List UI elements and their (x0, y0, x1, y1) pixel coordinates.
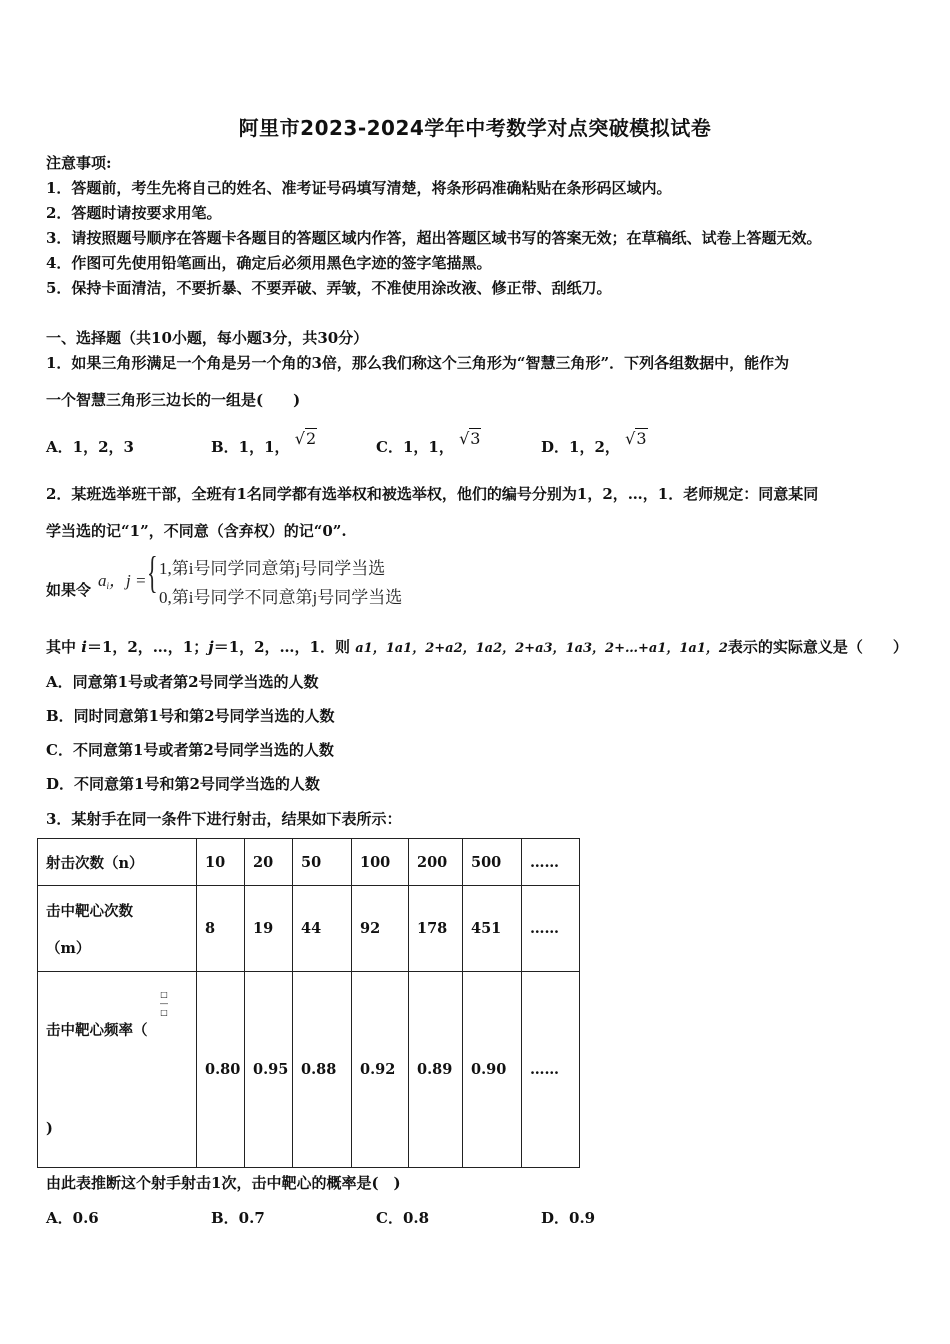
left-brace-icon: { (147, 548, 158, 597)
q2-option-c[interactable]: C．不同意第1号或者第2号同学当选的人数 (46, 741, 334, 759)
fraction-icon: □ ― □ (160, 990, 168, 1017)
table-cell: 50 (293, 839, 352, 886)
table-cell: 0.95 (245, 972, 293, 1168)
q1-option-a[interactable]: A．1，2，3 (46, 438, 134, 456)
table-cell: 0.90 (463, 972, 522, 1168)
page-title: 阿里市2023-2024学年中考数学对点突破模拟试卷 (238, 116, 712, 140)
sqrt-symbol: √3 (625, 429, 647, 448)
notice-item: 5．保持卡面清洁，不要折暴、不要弄破、弄皱，不准使用涂改液、修正带、刮纸刀。 (46, 279, 612, 297)
table-cell: 500 (463, 839, 522, 886)
q1-option-c[interactable] (376, 429, 481, 457)
table-cell: 0.92 (352, 972, 409, 1168)
table-cell: 200 (409, 839, 463, 886)
q2-case-1: 1,第i号同学同意第j号同学当选 (159, 559, 386, 578)
table-cell: …… (522, 839, 580, 886)
q3-stem: 3．某射手在同一条件下进行射击，结果如下表所示： (46, 810, 402, 828)
q2-definition-lead: 如果令 (46, 581, 92, 599)
table-row (38, 972, 580, 1168)
q1-option-b[interactable] (211, 429, 317, 457)
table-header-cell: 射击次数（n） (38, 839, 197, 886)
q1-option-b-label: B．1，1， (211, 438, 290, 456)
table-cell: …… (522, 886, 580, 972)
table-cell: 0.80 (197, 972, 245, 1168)
table-cell: 19 (245, 886, 293, 972)
notice-heading: 注意事项: (46, 154, 112, 172)
q2-formula-var: $a_i$，j = (98, 571, 147, 591)
table-row (38, 839, 580, 886)
table-cell: 92 (352, 886, 409, 972)
notice-item: 3．请按照题号顺序在答题卡各题目的答题区域内作答，超出答题区域书写的答案无效；在草稿纸、试卷上答题无效。 (46, 229, 822, 247)
q1-option-d-label: D．1，2， (541, 438, 620, 456)
table-header-cell: □ ― □ 击中靶心频率（ ) (38, 972, 197, 1168)
table-header-cell: 击中靶心次数 （m） (38, 886, 197, 972)
table-row (38, 886, 580, 972)
notice-item: 4．作图可先使用铅笔画出，确定后必须用黑色字迹的签字笔描黑。 (46, 254, 492, 272)
table-cell: 44 (293, 886, 352, 972)
q3-question: 由此表推断这个射手射击1次，击中靶心的概率是( ) (46, 1174, 401, 1192)
table-cell: 178 (409, 886, 463, 972)
q3-option-c[interactable]: C．0.8 (376, 1209, 430, 1227)
notice-item: 2．答题时请按要求用笔。 (46, 204, 222, 222)
sqrt-symbol: √2 (294, 429, 317, 448)
section-heading: 一、选择题（共10小题，每小题3分，共30分） (46, 329, 369, 347)
q1-stem-cont: 一个智慧三角形三边长的一组是( ) (46, 391, 301, 409)
q1-option-c-label: C．1，1， (376, 438, 454, 456)
q2-stem-cont: 学当选的记“1”，不同意（含弃权）的记“0”. (46, 522, 347, 540)
q3-option-b[interactable]: B．0.7 (211, 1209, 265, 1227)
q1-stem: 1．如果三角形满足一个角是另一个角的3倍，那么我们称这个三角形为“智慧三角形”．下列各组数据中，能作为 (46, 354, 790, 372)
q2-option-b[interactable]: B．同时同意第1号和第2号同学当选的人数 (46, 707, 335, 725)
table-cell: 0.89 (409, 972, 463, 1168)
table-cell: 0.88 (293, 972, 352, 1168)
table-cell: 8 (197, 886, 245, 972)
q2-stem: 2．某班选举班干部，全班有1名同学都有选举权和被选举权，他们的编号分别为1，2，…，1．老师规定：同意某同 (46, 485, 819, 503)
sqrt-symbol: √3 (459, 429, 481, 448)
table-cell: …… (522, 972, 580, 1168)
table-cell: 10 (197, 839, 245, 886)
q3-option-a[interactable]: A．0.6 (46, 1209, 99, 1227)
shooting-results-table (37, 838, 580, 1168)
q2-option-d[interactable]: D．不同意第1号和第2号同学当选的人数 (46, 775, 320, 793)
table-cell: 20 (245, 839, 293, 886)
notice-item: 1．答题前，考生先将自己的姓名、准考证号码填写清楚，将条形码准确粘贴在条形码区域内。 (46, 179, 672, 197)
q2-option-a[interactable]: A．同意第1号或者第2号同学当选的人数 (46, 673, 319, 691)
table-cell: 100 (352, 839, 409, 886)
q1-option-d[interactable] (541, 429, 648, 457)
q3-option-d[interactable]: D．0.9 (541, 1209, 596, 1227)
table-cell: 451 (463, 886, 522, 972)
q2-stem-line3: 其中 i＝1，2，…，1；j＝1，2，…，1．则 a1，1a1，2+a2，1a2，2+a3，1a3，2+…+a1，1a1，2表示的实际意义是（ ） (46, 638, 908, 656)
q2-case-2: 0,第i号同学不同意第j号同学当选 (159, 588, 403, 607)
